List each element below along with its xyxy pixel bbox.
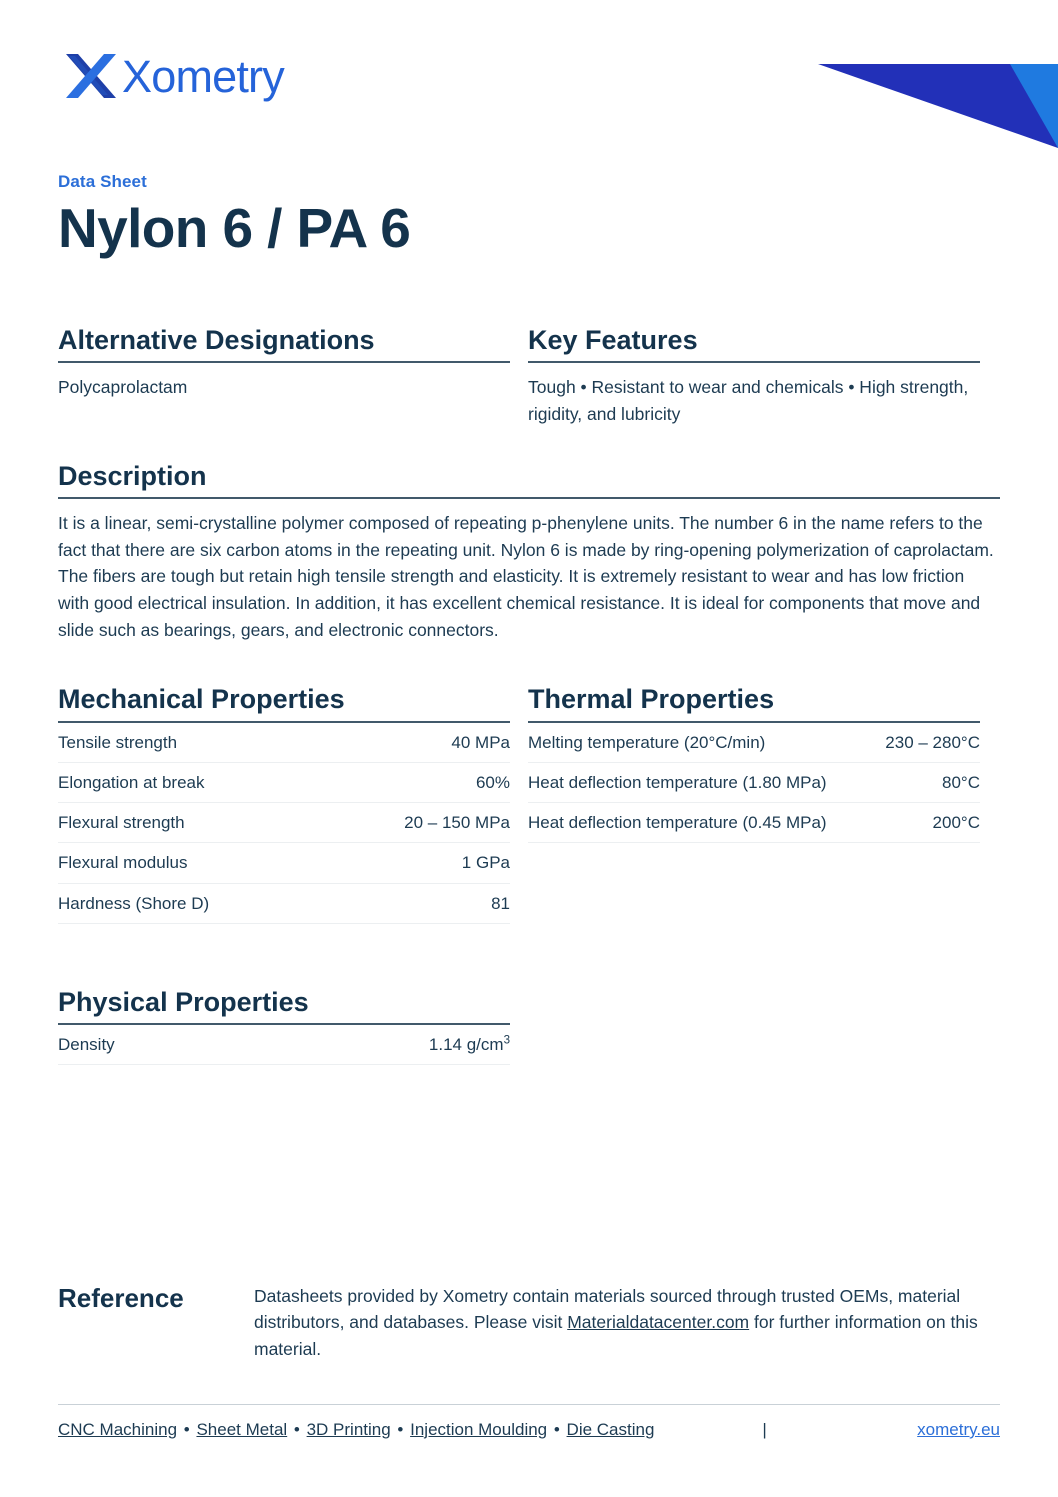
property-value: 230 – 280°C: [885, 732, 980, 752]
table-row: [58, 883, 510, 923]
thermal-properties-table: [528, 723, 980, 844]
table-row: [58, 843, 510, 883]
physical-properties-spacer: [528, 986, 980, 1066]
thermal-properties-heading: Thermal Properties: [528, 683, 980, 722]
xometry-logo-mark-icon: [63, 51, 119, 101]
property-name: Tensile strength: [58, 732, 178, 752]
reference-text: [254, 1283, 1000, 1362]
reference-text-after: for further information on this material.: [254, 1312, 978, 1359]
thermal-properties-rows: [528, 723, 980, 843]
key-features-section: [528, 324, 980, 428]
footer-separator-dot: •: [549, 1420, 565, 1439]
table-row: [58, 803, 510, 843]
description-body: It is a linear, semi-crystalline polymer composed of repeating p-phenylene units. The number 6 in the name refers to the fact that there are six carbon atoms in the repeating unit. Nylon 6 is made by ring-opening polymerization of caprolactam. The fibers are tough but retain high tensile strength and elasticity. It is extremely resistant to wear and has low friction with good electrical insulation. In addition, it has excellent chemical resistance. It is ideal for components that move and slide such as bearings, gears, and electronic connectors.: [58, 513, 994, 640]
table-row: [58, 1025, 510, 1065]
property-value: 40 MPa: [451, 732, 510, 752]
key-features-heading: Key Features: [528, 324, 980, 363]
property-name: Elongation at break: [58, 772, 205, 792]
thermal-properties-section: [528, 683, 980, 924]
xometry-site-link[interactable]: xometry.eu: [917, 1420, 1000, 1439]
mechanical-properties-heading: Mechanical Properties: [58, 683, 510, 722]
table-row: [528, 762, 980, 802]
footer-link[interactable]: Sheet Metal: [196, 1420, 288, 1439]
table-row: [58, 723, 510, 763]
page-header: [58, 0, 1000, 150]
property-name: Flexural strength: [58, 813, 185, 833]
page-footer: [58, 1404, 1000, 1440]
top-sections: [58, 324, 1000, 428]
footer-service-links: [58, 1420, 654, 1440]
footer-link[interactable]: Injection Moulding: [410, 1420, 548, 1439]
xometry-logo-text: Xometry: [122, 50, 284, 102]
xometry-logo: [63, 48, 284, 104]
property-value: 20 – 150 MPa: [404, 813, 510, 833]
property-name: Heat deflection temperature (0.45 MPa): [528, 813, 827, 833]
footer-separator-dot: •: [392, 1420, 409, 1439]
physical-properties-rows: [58, 1025, 510, 1065]
corner-triangle-graphic: [810, 52, 1058, 150]
mechanical-properties-table: [58, 723, 510, 924]
property-value: 200°C: [932, 813, 980, 833]
mechanical-properties-section: [58, 683, 510, 924]
property-name: Density: [58, 1035, 115, 1055]
physical-properties-heading: Physical Properties: [58, 986, 510, 1025]
reference-label: Reference: [58, 1283, 184, 1313]
footer-link[interactable]: Die Casting: [566, 1420, 655, 1439]
table-row: [528, 723, 980, 763]
alternative-designations-section: [58, 324, 510, 428]
footer-link[interactable]: 3D Printing: [306, 1420, 391, 1439]
document-eyebrow: Data Sheet: [58, 172, 147, 191]
property-name: Melting temperature (20°C/min): [528, 732, 766, 752]
physical-properties-section: [58, 986, 510, 1066]
table-row: [528, 803, 980, 843]
mechanical-properties-rows: [58, 723, 510, 924]
property-value: 1 GPa: [461, 853, 510, 873]
description-heading: Description: [58, 461, 1000, 499]
alternative-designations-body: Polycaprolactam: [58, 376, 188, 397]
footer-separator-dot: •: [179, 1420, 195, 1439]
footer-separator-dot: •: [289, 1420, 305, 1439]
property-value: 80°C: [942, 772, 980, 792]
reference-text-before: Datasheets provided by Xometry contain materials sourced through trusted OEMs, material distributors, and databases. Please visit: [254, 1286, 961, 1333]
property-name: Flexural modulus: [58, 853, 188, 873]
property-name: Heat deflection temperature (1.80 MPa): [528, 772, 827, 792]
footer-link[interactable]: CNC Machining: [58, 1420, 178, 1439]
physical-properties-table: [58, 1025, 510, 1065]
description-section: [58, 461, 1000, 643]
page-title: Nylon 6 / PA 6: [58, 197, 411, 259]
alternative-designations-heading: Alternative Designations: [58, 324, 510, 363]
physical-properties-wrap: [58, 986, 1000, 1066]
property-value: 81: [491, 893, 510, 913]
property-name: Hardness (Shore D): [58, 893, 210, 913]
properties-sections: [58, 683, 1000, 924]
table-row: [58, 762, 510, 802]
property-value: 1.14 $g/cm^3$: [428, 1034, 510, 1055]
materialdatacenter-link[interactable]: Materialdatacenter.com: [567, 1312, 750, 1333]
reference-section: [58, 1283, 1000, 1362]
key-features-body: Tough • Resistant to wear and chemicals • High strength, rigidity, and lubricity: [528, 376, 969, 424]
footer-site-link-wrap: [917, 1420, 1000, 1440]
property-value: 60%: [475, 772, 510, 792]
footer-divider: |: [762, 1420, 767, 1439]
